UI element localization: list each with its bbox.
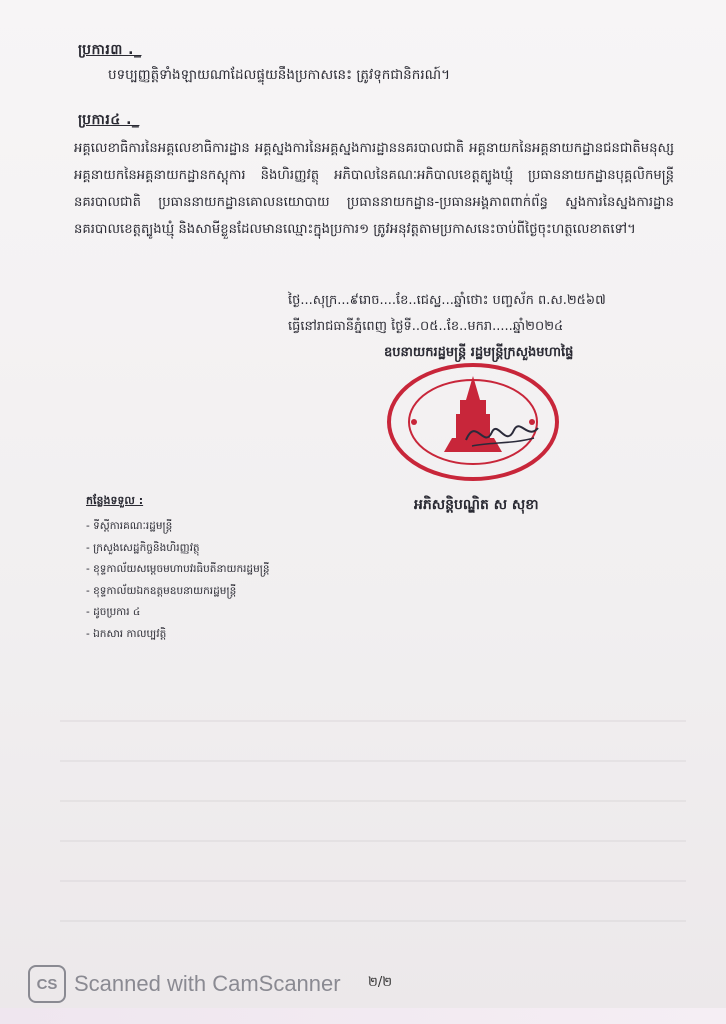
bleed-through-line [60, 880, 686, 882]
bleed-through-line [60, 840, 686, 842]
recipients-list [86, 516, 270, 645]
article-3-text: បទប្បញ្ញត្តិទាំងឡាយណាដែលផ្ទុយនឹងប្រកាសនេះ ត្រូវទុកជានិករណ៍។ [108, 67, 450, 83]
bleed-through-line [60, 800, 686, 802]
watermark-text: Scanned with CamScanner [74, 971, 341, 996]
signatory-name: អភិសន្តិបណ្ឌិត ស សុខា [414, 497, 539, 513]
article-3-title: ប្រការ៣ ._ [78, 42, 142, 58]
list-item: - ខុទ្ទកាល័យសម្ដេចមហាបវរធិបតីនាយករដ្ឋមន្ត្រី [86, 559, 270, 581]
bleed-through-line [60, 760, 686, 762]
article-4-title: ប្រការ៤ ._ [78, 112, 140, 128]
list-item: - ឯកសារ កាលប្បវត្តិ [86, 624, 270, 646]
article-4-paragraph: អគ្គលេខាធិការនៃអគ្គលេខាធិការដ្ឋាន អគ្គស្នងការនៃអគ្គស្នងការដ្ឋាននគរបាលជាតិ អគ្គនាយកនៃអគ្គនាយកដ្ឋានជនជាតិមនុស្ស អគ្គនាយកនៃអគ្គនាយកដ្ឋានកស្ដុការ និងហិរញ្ញវត្ថុ អភិបាលនៃគណៈអភិបាលខេត្តត្បូងឃ្មុំ ប្រធាននាយកដ្ឋានបុគ្គលិកមន្ត្រីនគរបាលជាតិ ប្រធាននាយកដ្ឋានគោលនយោបាយ ប្រធាននាយកដ្ឋាន-ប្រធានអង្គភាពពាក់ព័ន្ធ ស្នងការនៃស្នងការដ្ឋាននគរបាលខេត្តត្បូងឃ្មុំ និងសាមីខ្លួនដែលមានឈ្មោះក្នុងប្រការ១ ត្រូវអនុវត្តតាមប្រកាសនេះចាប់ពីថ្ងៃចុះហត្ថលេខាតទៅ។ [74, 141, 674, 237]
bleed-through-line [60, 720, 686, 722]
page-number: ២/២ [368, 975, 393, 990]
list-item: - ខុទ្ទកាល័យឯកឧត្តមឧបនាយករដ្ឋមន្ត្រី [86, 581, 270, 603]
camscanner-logo-icon: CS [28, 965, 66, 1003]
date-lunar: ថ្ងៃ...សុក្រ...៩រោច....ខែ..ជេស្ឋ...ឆ្នាំថោះ បញ្ចស័ក ព.ស.២៥៦៧ [288, 293, 606, 308]
signatory-title: ឧបនាយករដ្ឋមន្ត្រី រដ្ឋមន្ត្រីក្រសួងមហាផ្ទៃ [384, 345, 574, 360]
list-item: - ទីស្ដីការគណៈរដ្ឋមន្ត្រី [86, 516, 270, 538]
bleed-through-line [60, 920, 686, 922]
date-solar: ធ្វើនៅរាជធានីភ្នំពេញ ថ្ងៃទី..០៥..ខែ..មករា.....ឆ្នាំ២០២៤ [288, 319, 564, 334]
handwritten-signature-icon [462, 410, 542, 460]
list-item: - ដូចប្រការ ៤ [86, 602, 270, 624]
recipients-title: កន្លែងទទួល : [86, 494, 144, 507]
scan-edge [0, 1008, 726, 1024]
camscanner-watermark [28, 964, 341, 1004]
list-item: - ក្រសួងសេដ្ឋកិច្ចនិងហិរញ្ញវត្ថុ [86, 538, 270, 560]
